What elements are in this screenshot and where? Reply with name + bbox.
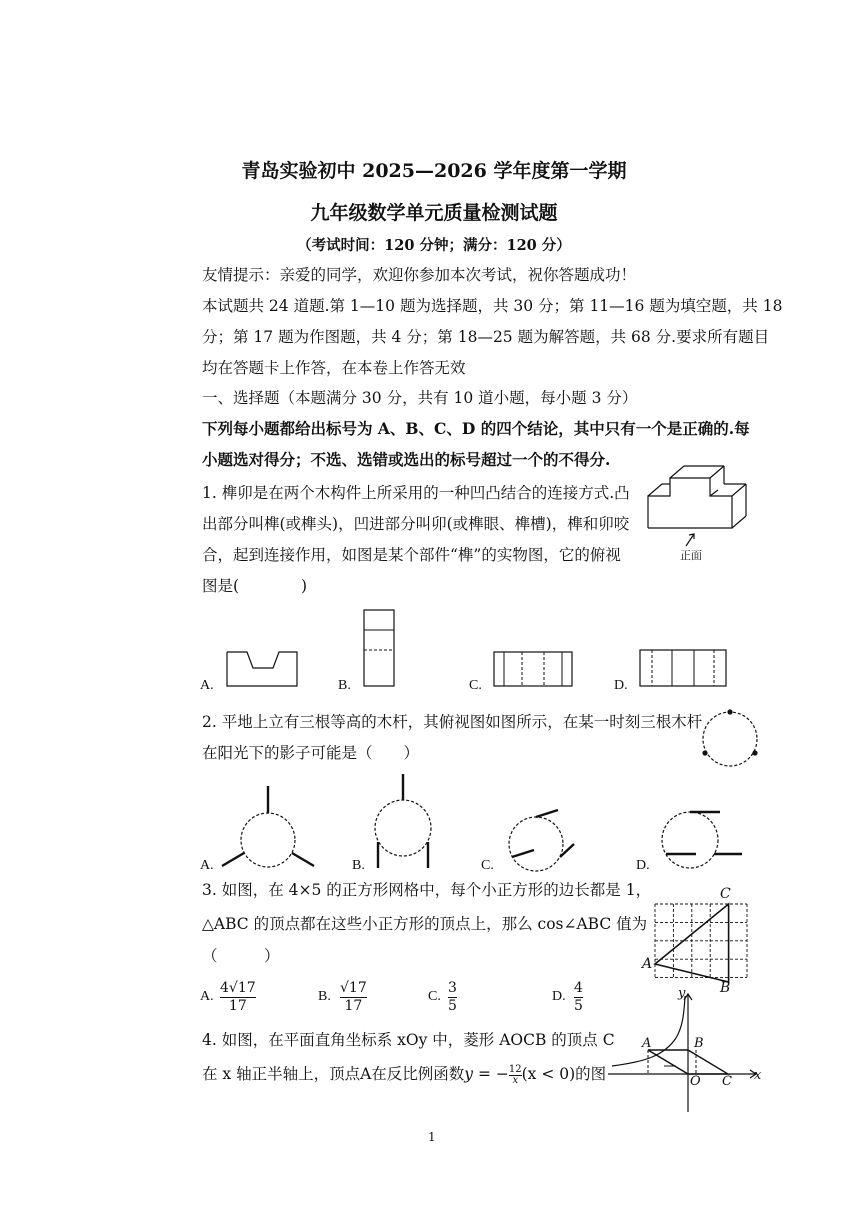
q4-func-den: x xyxy=(512,1074,519,1086)
q1-option-d-label: D. xyxy=(614,678,628,693)
q3-point-c: C xyxy=(720,886,731,902)
q1-option-a-label: A. xyxy=(200,678,214,693)
q2-option-a-label: A. xyxy=(200,858,214,873)
q4-axis-x-label: x xyxy=(754,1068,762,1083)
q3-line3: （ ） xyxy=(202,947,280,965)
q2-option-c-label: C. xyxy=(481,858,494,873)
page-number: 1 xyxy=(428,1130,436,1144)
section1-heading: 一、选择题（本题满分 30 分，共有 10 道小题，每小题 3 分） xyxy=(202,389,638,407)
q3-option-d-letter: D. xyxy=(552,989,566,1004)
q2-top-view-figure xyxy=(700,708,760,770)
q3-option-a-fraction xyxy=(220,980,256,1015)
intro-desc-line3: 均在答题卡上作答，在本卷上作答无效 xyxy=(202,359,466,377)
q1-front-label: 正面 xyxy=(680,549,702,562)
exam-title-line2: 九年级数学单元质量检测试题 xyxy=(310,202,558,224)
q4-point-b: B xyxy=(694,1036,704,1051)
q1-line1: 1. 榫卯是在两个木构件上所采用的一种凹凸结合的连接方式.凸 xyxy=(202,484,630,502)
q4-func-y: y = − xyxy=(464,1065,509,1083)
q1-option-c-figure xyxy=(492,650,576,688)
q4-point-c: C xyxy=(722,1074,732,1089)
q4-coordinate-figure xyxy=(604,988,764,1114)
q3-option-b-num: √17 xyxy=(340,980,367,996)
q3-point-a: A xyxy=(642,956,653,972)
exam-title-line1: 青岛实验初中 2025—2026 学年度第一学期 xyxy=(241,160,627,182)
q3-option-d-den: 5 xyxy=(574,998,583,1014)
q2-option-d-label: D. xyxy=(636,858,650,873)
q4-func-cond: (x < 0) xyxy=(521,1065,576,1083)
q2-line1: 2. 平地上立有三根等高的木杆，其俯视图如图所示，在某一时刻三根木杆 xyxy=(202,713,703,731)
q4-line2 xyxy=(202,1064,606,1086)
q2-option-b-figure xyxy=(370,770,436,870)
q3-point-b: B xyxy=(720,980,731,996)
q3-grid-figure xyxy=(640,886,758,996)
q1-line4: 图是( ) xyxy=(202,577,308,595)
q1-option-c-label: C. xyxy=(469,678,482,693)
intro-desc-line2: 分；第 17 题为作图题，共 4 分；第 18—25 题为解答题，共 68 分.要求所有题目 xyxy=(202,328,770,346)
q4-line2-pre: 在 x 轴正半轴上，顶点A在反比例函数 xyxy=(202,1065,465,1083)
intro-desc-line1: 本试题共 24 道题.第 1—10 题为选择题，共 30 分；第 11—16 题为填空题，共 18 xyxy=(202,297,783,315)
q3-line1: 3. 如图，在 4×5 的正方形网格中，每个小正方形的边长都是 1， xyxy=(202,881,652,899)
section1-instr-line2: 小题选对得分；不选、选错或选出的标号超过一个的不得分. xyxy=(202,450,611,469)
q3-option-b-letter: B. xyxy=(318,989,331,1004)
q1-option-b-figure xyxy=(362,608,398,688)
q3-option-c-num: 3 xyxy=(448,980,457,996)
q3-option-c-den: 5 xyxy=(448,998,457,1014)
q3-option-b-fraction xyxy=(340,980,367,1015)
q2-option-b-label: B. xyxy=(352,858,365,873)
q2-line2: 在阳光下的影子可能是（ ） xyxy=(202,744,420,762)
q1-option-d-figure xyxy=(638,648,730,688)
q4-func-num: 12 xyxy=(508,1063,522,1075)
friendly-tip: 友情提示：亲爱的同学，欢迎你参加本次考试，祝你答题成功！ xyxy=(202,266,637,284)
exam-info: （考试时间：120 分钟；满分：120 分） xyxy=(297,237,571,254)
q4-line1: 4. 如图，在平面直角坐标系 xOy 中，菱形 AOCB 的顶点 C xyxy=(202,1031,615,1049)
q3-option-a-den: 17 xyxy=(228,998,247,1014)
q3-line2: △ABC 的顶点都在这些小正方形的顶点上，那么 cos∠ABC 值为 xyxy=(202,915,648,933)
q1-option-a-figure xyxy=(225,650,300,688)
q2-option-d-figure xyxy=(656,800,746,874)
q1-line3: 合，起到连接作用，如图是某个部件“榫”的实物图，它的俯视 xyxy=(202,546,621,564)
q4-origin-o: O xyxy=(690,1074,701,1089)
q4-func-fraction xyxy=(509,1065,522,1086)
q4-axis-y-label: y xyxy=(678,986,686,1001)
q4-point-a: A xyxy=(642,1036,652,1051)
q3-option-c-letter: C. xyxy=(428,989,441,1004)
q1-option-b-label: B. xyxy=(338,678,351,693)
q3-option-a-num: 4√17 xyxy=(220,980,256,996)
q4-line2-post: 的图 xyxy=(575,1065,607,1083)
q3-option-c-fraction xyxy=(448,980,457,1015)
q3-option-d-num: 4 xyxy=(574,980,583,996)
q3-option-d-fraction xyxy=(574,980,583,1015)
q3-option-a-letter: A. xyxy=(200,989,214,1004)
q1-line2: 出部分叫榫(或榫头)，凹进部分叫卯(或榫眼、榫槽)，榫和卯咬 xyxy=(202,515,630,533)
q3-option-b-den: 17 xyxy=(344,998,363,1014)
q2-option-a-figure xyxy=(218,784,318,874)
q2-option-c-figure xyxy=(498,808,580,876)
section1-instr-line1: 下列每小题都给出标号为 A、B、C、D 的四个结论，其中只有一个是正确的.每 xyxy=(202,419,750,438)
